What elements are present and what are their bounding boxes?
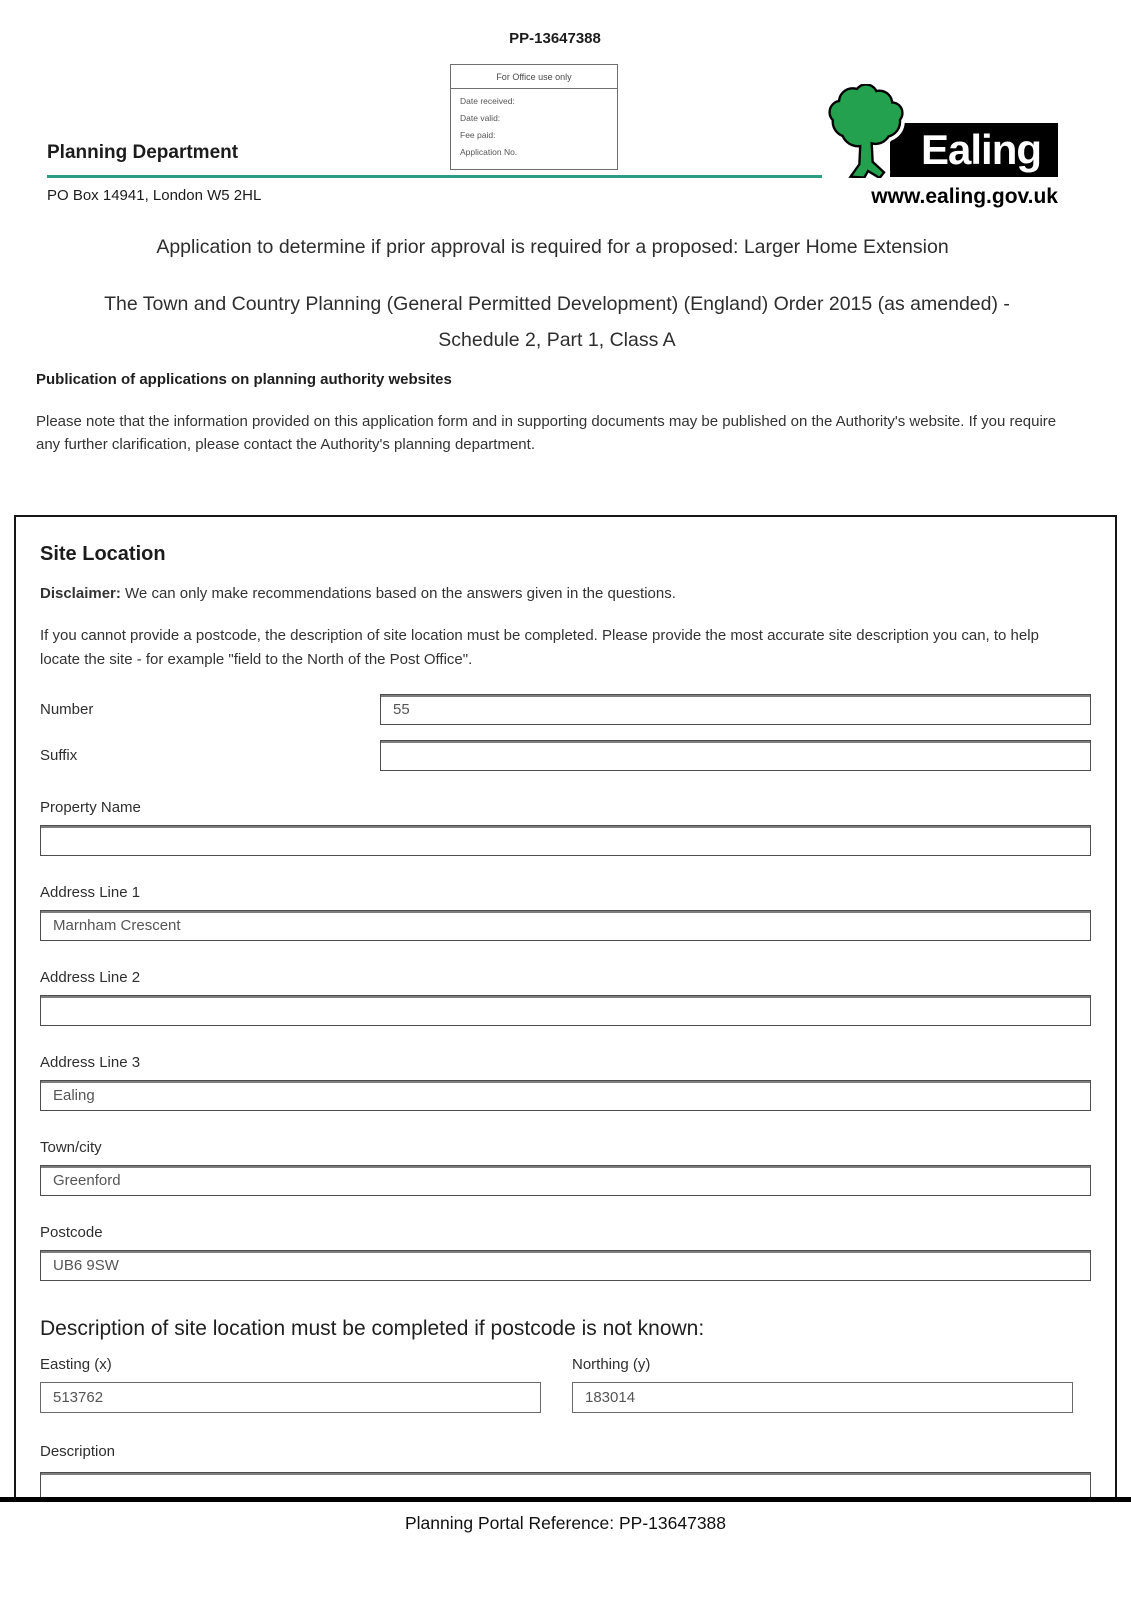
ealing-tree-icon	[818, 84, 914, 178]
postcode-row	[40, 1224, 1091, 1281]
number-row	[40, 694, 1091, 725]
number-label: Number	[40, 701, 94, 718]
suffix-label: Suffix	[40, 747, 78, 764]
town-city-label: Town/city	[40, 1139, 102, 1156]
ealing-logo-text: Ealing	[920, 126, 1042, 173]
address-line-2-row	[40, 969, 1091, 1026]
coordinates-row	[40, 1356, 1091, 1413]
disclaimer-text	[40, 582, 1091, 606]
publication-body: Please note that the information provided on this application form and in supporting documents may be published on the Authority's website. If you require any further clarification, please contact the Authority's planning department.	[36, 413, 1057, 453]
site-location-section	[14, 515, 1117, 1497]
description-row	[40, 1443, 1091, 1497]
property-name-input[interactable]	[40, 825, 1091, 856]
office-use-date-valid: Date valid:	[460, 113, 501, 123]
address-line-2-input[interactable]	[40, 995, 1091, 1026]
address-line-1-input[interactable]	[40, 910, 1091, 941]
office-use-application-no: Application No.	[460, 147, 518, 157]
po-box-address: PO Box 14941, London W5 2HL	[47, 187, 262, 204]
disclaimer-label: Disclaimer:	[40, 585, 121, 602]
description-requirement-heading: Description of site location must be completed if postcode is not known:	[40, 1317, 705, 1340]
disclaimer-body: We can only make recommendations based on the answers given in the questions.	[120, 585, 676, 602]
postcode-label: Postcode	[40, 1224, 103, 1241]
number-input[interactable]	[380, 694, 1091, 725]
northing-label: Northing (y)	[572, 1356, 651, 1373]
site-location-heading: Site Location	[40, 543, 166, 565]
postcode-input[interactable]	[40, 1250, 1091, 1281]
address-line-3-label: Address Line 3	[40, 1054, 141, 1071]
town-city-input[interactable]	[40, 1165, 1091, 1196]
planning-portal-reference-footer: Planning Portal Reference: PP-13647388	[404, 1513, 727, 1533]
address-line-1-row	[40, 884, 1091, 941]
easting-label: Easting (x)	[40, 1356, 112, 1373]
address-line-2-label: Address Line 2	[40, 969, 141, 986]
town-city-row	[40, 1139, 1091, 1196]
suffix-input[interactable]	[380, 740, 1091, 771]
ealing-logo	[818, 84, 1058, 229]
header-rule	[47, 175, 822, 178]
site-location-intro: If you cannot provide a postcode, the description of site location must be completed. Please provide the most accurate site description you can, to help locate the site - for example "field to the North of the Post Office".	[40, 627, 1039, 668]
department-heading: Planning Department	[47, 142, 239, 163]
property-name-label: Property Name	[40, 799, 141, 816]
application-title: Application to determine if prior approval is required for a proposed: Larger Home Extension	[156, 236, 949, 258]
office-use-box	[450, 64, 618, 170]
description-label: Description	[40, 1443, 116, 1460]
ealing-logo-wordmark	[890, 123, 1058, 177]
suffix-row	[40, 740, 1091, 771]
publication-heading: Publication of applications on planning authority websites	[36, 371, 452, 388]
office-use-date-received: Date received:	[460, 96, 515, 106]
office-use-title: For Office use only	[451, 65, 617, 89]
ealing-website-url: www.ealing.gov.uk	[871, 185, 1058, 208]
northing-input[interactable]	[572, 1382, 1073, 1413]
address-line-3-input[interactable]	[40, 1080, 1091, 1111]
planning-portal-reference-top: PP-13647388	[509, 30, 601, 47]
address-line-1-label: Address Line 1	[40, 884, 141, 901]
page-break-line	[0, 1497, 1131, 1502]
office-use-fee-paid: Fee paid:	[460, 130, 496, 140]
legislation-title: The Town and Country Planning (General Permitted Development) (England) Order 2015 (as amended) - Schedule 2, Part 1, Class A	[104, 293, 1010, 351]
easting-field	[40, 1356, 541, 1413]
description-input[interactable]	[40, 1472, 1091, 1497]
address-line-3-row	[40, 1054, 1091, 1111]
property-name-row	[40, 799, 1091, 856]
northing-field	[572, 1356, 1073, 1413]
easting-input[interactable]	[40, 1382, 541, 1413]
